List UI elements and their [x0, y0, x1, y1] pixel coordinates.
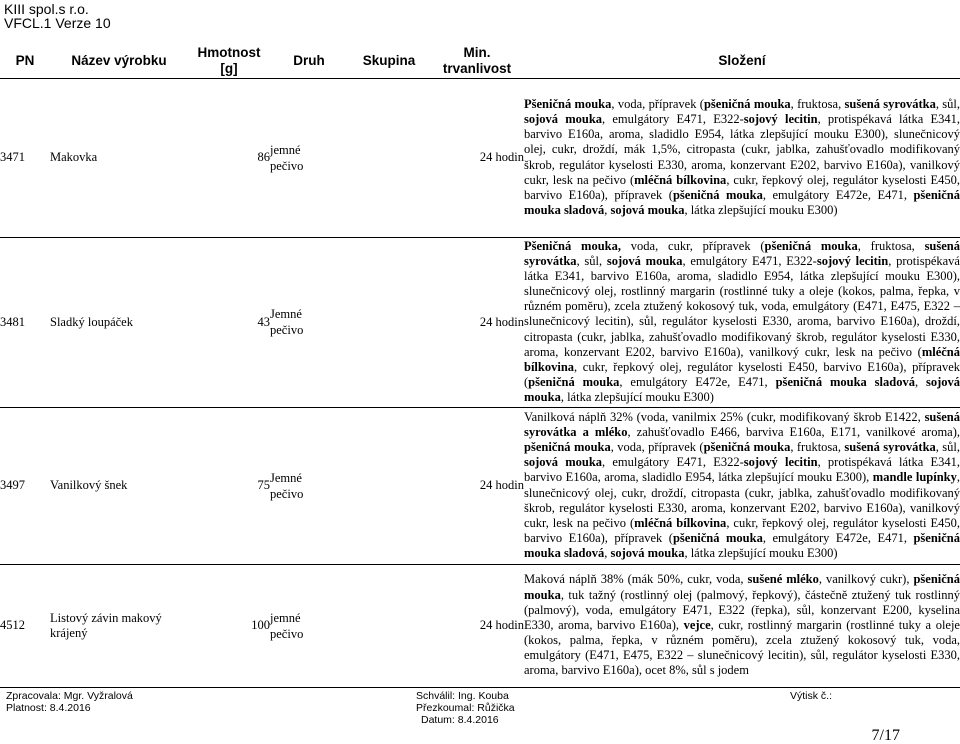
footer-processed-by: Zpracovala: Mgr. Vyžralová	[6, 690, 133, 702]
col-header-skupina: Skupina	[362, 52, 416, 68]
table-row	[0, 237, 960, 407]
col-header-pn: PN	[15, 52, 35, 68]
col-header-trvanlivost: Min. trvanlivost	[442, 44, 512, 76]
product-code: 3471	[0, 78, 50, 237]
product-group	[348, 564, 430, 687]
product-type: Jemné pečivo	[270, 237, 348, 407]
product-code: 4512	[0, 564, 50, 687]
col-header-slozeni: Složení	[718, 52, 766, 68]
product-weight: 100	[188, 564, 270, 687]
footer-reviewed-by: Přezkoumal: Růžička	[416, 702, 515, 714]
product-weight: 43	[188, 237, 270, 407]
product-composition: Pšeničná mouka, voda, cukr, přípravek (pšeničná mouka, fruktosa, sušená syrovátka, sůl, sojová mouka, emulgátory E471, E322-sojový lecitin, protispékavá látka E341, barvivo E160a, aroma, sladidlo E954, látka zlepšující mouku E300), slunečnicový olej, rostlinný margarin (rostlinné tuky a oleje (kokos, palma, řepka, v různém poměru), zcela ztužený kokosový tuk, voda, emulgátory (E471, E475, E322 – slunečnicový lecitin), sůl, regulátor kyselosti E330, aroma, barvivo E160a), droždí, citropasta (cukr, jablka, zahušťovadlo modifikovaný škrob, regulátor kyselosti E330, aroma, konzervant E202, barvivo E160a), vanilkový cukr, lesk na pečivo (mléčná bílkovina, cukr, řepkový olej, regulátor kyselosti E450, barvivo E160a), přípravek (pšeničná mouka, emulgátory E472e, E471, pšeničná mouka sladová, sojová mouka, látka zlepšující mouku E300)	[524, 237, 960, 407]
product-type: jemné pečivo	[270, 78, 348, 237]
product-code: 3481	[0, 237, 50, 407]
footer-approved-by: Schválil: Ing. Kouba	[416, 690, 509, 702]
product-weight: 75	[188, 407, 270, 564]
table-row	[0, 564, 960, 687]
product-shelf-life: 24 hodin	[430, 237, 524, 407]
col-header-hmotnost: Hmotnost [g]	[197, 44, 261, 76]
product-shelf-life: 24 hodin	[430, 564, 524, 687]
product-name: Sladký loupáček	[50, 237, 188, 407]
col-header-nazev: Název výrobku	[71, 52, 167, 68]
page-number: 7/17	[871, 727, 900, 744]
product-name: Vanilkový šnek	[50, 407, 188, 564]
product-group	[348, 407, 430, 564]
product-code: 3497	[0, 407, 50, 564]
table-row	[0, 407, 960, 564]
product-group	[348, 237, 430, 407]
product-composition: Pšeničná mouka, voda, přípravek (pšeničná mouka, fruktosa, sušená syrovátka, sůl, sojová mouka, emulgátory E471, E322-sojový lecitin, protispékavá látka E341, barvivo E160a, aroma, sladidlo E954, látka zlepšující mouku E300), slunečnicový olej, cukr, droždí, mák 1,5%, citropasta (cukr, jablka, zahušťovadlo modifikovaný škrob, regulátor kyselosti E330, aroma, konzervant E202, barvivo E160a), vanilkový cukr, lesk na pečivo (mléčná bílkovina, cukr, řepkový olej, regulátor kyselosti E450, barvivo E160a), přípravek (pšeničná mouka, emulgátory E472e, E471, pšeničná mouka sladová, sojová mouka, látka zlepšující mouku E300)	[524, 78, 960, 237]
table-row	[0, 78, 960, 237]
footer-copy-number: Výtisk č.:	[790, 690, 833, 702]
product-shelf-life: 24 hodin	[430, 407, 524, 564]
product-group	[348, 78, 430, 237]
product-name: Listový závin makový krájený	[50, 564, 188, 687]
footer-validity: Platnost: 8.4.2016	[6, 702, 91, 714]
product-weight: 86	[188, 78, 270, 237]
product-composition: Maková náplň 38% (mák 50%, cukr, voda, sušené mléko, vanilkový cukr), pšeničná mouka, tuk tažný (rostlinný olej (palmový, řepkový), částečně ztužený tuk rostlinný (palmový), voda, emulgátory E471, E322 (řepka), sůl, konzervant E200, kyselina E330, aroma, barvivo E160a), vejce, cukr, rostlinný margarin (rostlinné tuky a oleje (kokos, palma, řepka, v různém poměru), zcela ztužený kokosový tuk, voda, emulgátory (E471, E475, E322 – slunečnicový lecitin), sůl, regulátor kyselosti E330, aroma, barvivo E160a), ocet 8%, sůl s jodem	[524, 564, 960, 687]
product-table	[0, 44, 960, 688]
product-type: Jemné pečivo	[270, 407, 348, 564]
footer-date: Datum: 8.4.2016	[421, 714, 499, 726]
product-composition: Vanilková náplň 32% (voda, vanilmix 25% (cukr, modifikovaný škrob E1422, sušená syrovátka a mléko, zahušťovadlo E466, barviva E160a, E171, vanilkové aroma), pšeničná mouka, voda, přípravek (pšeničná mouka, fruktosa, sušená syrovátka, sůl, sojová mouka, emulgátory E471, E322-sojový lecitin, protispékavá látka E341, barvivo E160a, aroma, sladidlo E954, látka zlepšující mouku E300), mandle lupínky, slunečnicový olej, cukr, droždí, citropasta (cukr, jablka, zahušťovadlo modifikovaný škrob, regulátor kyselosti E330, aroma, konzervant E202, barvivo E160a), vanilkový cukr, lesk na pečivo (mléčná bílkovina, cukr, řepkový olej, regulátor kyselosti E450, barvivo E160a), přípravek (pšeničná mouka, emulgátory E472e, E471, pšeničná mouka sladová, sojová mouka, látka zlepšující mouku E300)	[524, 407, 960, 564]
table-header-row	[0, 44, 960, 78]
product-type: jemné pečivo	[270, 564, 348, 687]
col-header-druh: Druh	[293, 52, 325, 68]
document-version: VFCL.1 Verze 10	[4, 15, 111, 31]
product-name: Makovka	[50, 78, 188, 237]
product-shelf-life: 24 hodin	[430, 78, 524, 237]
company-name: KIII spol.s r.o.	[4, 1, 89, 17]
